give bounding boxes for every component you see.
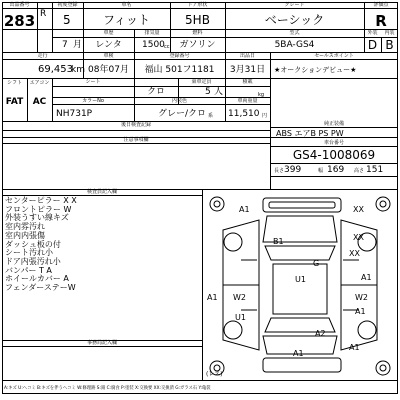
ac-label: エアコン	[29, 80, 50, 86]
shift-label: シフト	[6, 80, 22, 86]
frame-number: GS4-1008069	[292, 148, 376, 162]
sales-point: ★オークションデビュー★	[274, 66, 357, 74]
plate: 福山 501フ1181	[144, 65, 215, 75]
color-suffix: 系	[208, 113, 214, 119]
mileage: 69,453	[38, 64, 73, 75]
seat-label: シート	[85, 79, 101, 85]
equipment-label: 純正装備	[323, 121, 344, 127]
car-name: フィット	[102, 13, 151, 27]
capacity-label: 乗車定員	[191, 79, 212, 85]
door-type: 5HB	[185, 13, 210, 27]
damage-mark: G	[313, 259, 320, 268]
weight-label: 車両重量	[237, 98, 258, 104]
notes-title: 注意事項欄	[123, 137, 149, 143]
damage-mark: W2	[355, 293, 368, 302]
note-item: フェンダーステーW	[5, 283, 76, 293]
sales-label: セールスポイント	[314, 53, 354, 59]
capacity: 5	[205, 87, 211, 97]
damage-mark: U1	[235, 313, 246, 322]
plate-label: 登録番号	[169, 53, 190, 59]
mileage-label: 走行	[37, 53, 48, 59]
note-item: 外装うすい線キズ	[5, 213, 69, 223]
month: 7	[62, 40, 68, 50]
seat: クロ	[146, 87, 165, 97]
color-label: 内装色	[171, 98, 187, 104]
note-item: センターピラー X X	[5, 196, 77, 205]
capacity-unit: 人	[214, 87, 224, 97]
date: 3月31日	[229, 65, 266, 75]
inspector-notes	[5, 197, 77, 293]
note-item: 室内内張傷	[5, 230, 45, 240]
model: 5BA-GS4	[274, 40, 315, 50]
weight-unit: 円	[262, 113, 268, 119]
load-label: 積載	[242, 79, 253, 85]
rear-record-label: 後日検査記録	[120, 122, 151, 128]
width: 169	[327, 165, 345, 175]
color-no: NH731P	[56, 109, 93, 119]
load-unit: kg	[258, 92, 265, 98]
car-diagram	[203, 190, 397, 380]
color-no-label: カラーNo	[82, 98, 104, 104]
color: グレー/クロ	[158, 109, 207, 119]
month-unit: 月	[73, 40, 83, 50]
car-label: 車名	[121, 2, 132, 8]
note-item: ドア内張汚れ小	[5, 256, 61, 266]
damage-mark: U1	[295, 275, 306, 284]
shift: FAT	[5, 97, 24, 107]
note-item: バンパー T A	[5, 265, 52, 275]
height: 151	[366, 165, 384, 175]
weight: 11,510	[228, 109, 260, 119]
cc-unit: cc	[164, 44, 170, 50]
damage-mark: B1	[273, 237, 284, 246]
damage-mark: A1	[355, 307, 366, 316]
damage-mark: A2	[315, 329, 326, 338]
lot-number: 283	[3, 12, 36, 30]
lot-label: 出品番号	[9, 2, 30, 8]
damage-mark: W2	[233, 293, 246, 302]
office-title: 事務局記入欄	[86, 340, 117, 346]
era: R	[40, 9, 47, 19]
cc: 1500	[142, 40, 165, 50]
use: レンタ	[95, 40, 122, 50]
damage-mark: XX	[349, 249, 360, 258]
damage-mark: XX	[353, 233, 364, 242]
int-score: B	[385, 38, 394, 52]
model-label: 型式	[289, 30, 300, 36]
year: 5	[63, 13, 71, 27]
door-label: ドア形状	[187, 2, 208, 8]
frame-label: 車台番号	[323, 140, 344, 146]
use-label: 車歴	[103, 30, 114, 36]
grade-label: グレード	[284, 2, 305, 8]
width-label: 幅	[318, 168, 324, 174]
mileage-unit: km	[71, 65, 85, 75]
inspector-title: 検査員記入欄	[86, 189, 117, 195]
ext-label: 外装	[367, 30, 378, 36]
inspection: 08年07月	[88, 65, 129, 75]
ext-score: D	[367, 38, 378, 52]
legend-footer: A:キズ U:ヘコミ B:キズを伴うヘコミ W:修理跡 S:錆 C:腐食 P:塗装 X:交換要 XX:交換済 G:ガラス石 Y:亀裂	[4, 386, 211, 391]
inspection-label: 車検	[103, 53, 114, 59]
damage-mark: A1	[293, 349, 304, 358]
length-label: 長さ	[274, 168, 285, 174]
fuel-label: 燃料	[192, 30, 203, 36]
note-item: フロントピラー W	[5, 204, 72, 214]
length: 399	[284, 165, 302, 175]
score: R	[375, 12, 387, 30]
damage-mark: A1	[207, 293, 218, 302]
note-item: ダッシュ板の付	[5, 239, 61, 249]
damage-mark: A1	[239, 205, 250, 214]
note-item: ホイールカバー A	[5, 274, 69, 284]
cc-label: 排気量	[144, 30, 160, 36]
date-label: 出品日	[239, 53, 255, 59]
damage-mark: XX	[353, 205, 364, 214]
equipment: ABS エアB PS PW	[276, 129, 344, 138]
year-label: 初度登録	[57, 2, 78, 8]
height-label: 高さ	[354, 168, 365, 174]
tyre-note: (レス)	[206, 371, 223, 378]
ac: AC	[32, 97, 47, 107]
grade: ベーシック	[264, 13, 325, 27]
damage-mark: A1	[349, 343, 360, 352]
int-label: 内装	[384, 30, 395, 36]
note-item: 室内雰汚れ	[5, 222, 45, 232]
score-label: 評価点	[373, 2, 389, 8]
damage-mark: A1	[361, 273, 372, 282]
fuel: ガソリン	[179, 40, 216, 50]
note-item: シート汚れ小	[5, 248, 53, 258]
